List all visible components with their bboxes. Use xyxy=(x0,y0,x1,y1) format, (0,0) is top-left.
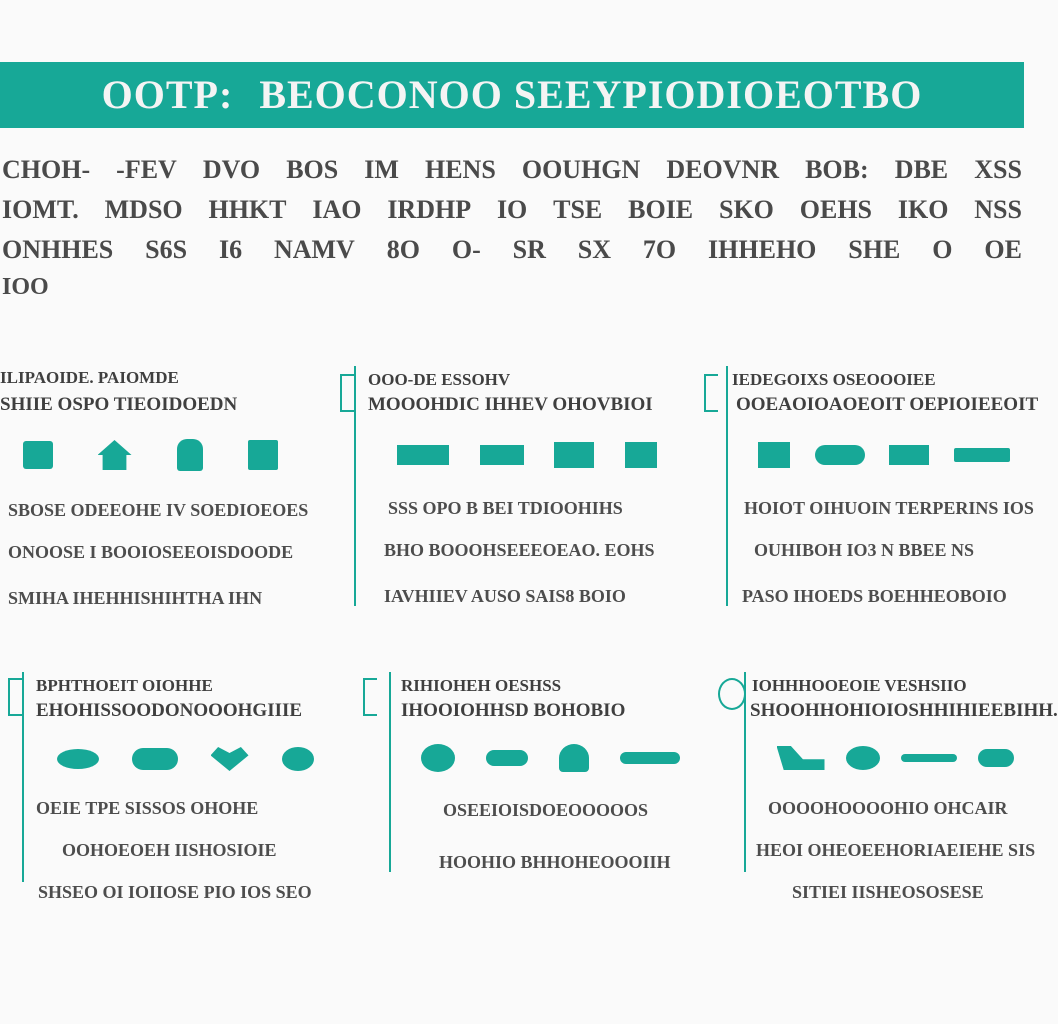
info-card xyxy=(0,672,345,912)
card-text-line: HOIOT OIHUOIN TERPERINS IOS xyxy=(744,498,1034,518)
intro-line xyxy=(0,230,1024,270)
intro-word: NAMV xyxy=(273,235,355,264)
card-text-line: HEOI OHEOEEHORIAEIEHE SIS xyxy=(756,840,1036,860)
card-text-line: OOHOEOEH IISHOSIOIE xyxy=(62,840,277,860)
card-text-line: OOOOHOOOOHIO OHCAIR xyxy=(768,798,1008,818)
wrench-icon xyxy=(620,752,680,764)
intro-word: XSS xyxy=(974,155,1022,184)
pill-icon xyxy=(132,748,178,770)
banner-title-left: OOTP: xyxy=(101,72,234,117)
card-text-line: SBOSE ODEEOHE IV SOEDIOEOES xyxy=(8,500,309,520)
card-divider xyxy=(744,672,746,872)
intro-word: CHOH- xyxy=(2,155,91,184)
card-text-line: HOOHIO BHHOHEOOOIIH xyxy=(439,852,671,872)
intro-word: I6 xyxy=(218,235,243,264)
intro-word: OE xyxy=(984,235,1022,264)
intro-word: ONHHES xyxy=(2,235,114,264)
intro-word: BOS xyxy=(286,155,339,184)
intro-word: O- xyxy=(451,235,481,264)
intro-word: TSE xyxy=(553,195,603,224)
card-subheading: EHOHISSOODONOOOHGIIIE xyxy=(36,700,303,721)
intro-word: -FEV xyxy=(116,155,177,184)
intro-word: 7O xyxy=(642,235,677,264)
card-text-line: IAVHIIEV AUSO SAIS8 BOIO xyxy=(384,586,626,606)
card-icon xyxy=(758,442,790,468)
intro-word: BOIE xyxy=(628,195,694,224)
intro-line xyxy=(0,190,1024,230)
plug-icon xyxy=(954,448,1010,462)
card-divider xyxy=(354,366,356,606)
card-divider xyxy=(726,366,728,606)
intro-word: IRDHP xyxy=(387,195,472,224)
card-bracket xyxy=(340,374,354,412)
bar-icon xyxy=(889,445,929,465)
card-text-line: SHSEO OI IOIIOSE PIO IOS SEO xyxy=(38,882,312,902)
card-heading: IEDEGOIXS OSEOOOIEE xyxy=(732,370,936,389)
card-icon-row xyxy=(405,742,695,774)
globe-icon xyxy=(421,744,455,772)
intro-word: HENS xyxy=(424,155,496,184)
link-icon xyxy=(978,749,1014,767)
chart-icon xyxy=(248,440,278,470)
card-bracket xyxy=(704,374,718,412)
bar-icon xyxy=(480,445,524,465)
intro-tail: IOO xyxy=(2,273,49,300)
intro-word: IKO xyxy=(897,195,949,224)
card-divider xyxy=(22,672,24,882)
bar-icon xyxy=(397,445,449,465)
card-heading: BPHTHOEIT OIOHHE xyxy=(36,676,213,695)
intro-line xyxy=(0,150,1024,190)
intro-word: IO xyxy=(496,195,528,224)
card-subheading: SHIIE OSPO TIEOIDOEDN xyxy=(0,394,238,415)
intro-word: O xyxy=(932,235,953,264)
card-subheading: IHOOIOHHSD BOHOBIO xyxy=(401,700,626,721)
intro-word: SX xyxy=(577,235,612,264)
info-card xyxy=(0,360,330,610)
pill-icon xyxy=(486,750,528,766)
card-icon-row xyxy=(382,440,672,470)
card-text-line: OUHIBOH IO3 N BBEE NS xyxy=(754,540,975,560)
card-icon-row xyxy=(40,744,330,774)
card-text-line: SMIHA IHEHHISHIHTHA IHN xyxy=(8,588,263,608)
card-subheading: SHOOHHOHIOIOSHHIHIEEBIHH. xyxy=(750,700,1058,721)
info-card xyxy=(332,366,692,606)
intro-word: SR xyxy=(512,235,546,264)
card-subheading: MOOOHDIC IHHEV OHOVBIOI xyxy=(368,394,653,415)
intro-word: DEOVNR xyxy=(666,155,780,184)
intro-word: HHKT xyxy=(208,195,287,224)
intro-word: SHE xyxy=(848,235,901,264)
card-divider xyxy=(389,672,391,872)
pill-icon xyxy=(815,445,865,465)
card-text-line: ONOOSE I BOOIOSEEOISDOODE xyxy=(8,542,294,562)
card-heading: RIHIOHEH OESHSS xyxy=(401,676,562,695)
bag-icon xyxy=(177,439,203,471)
card-text-line: BHO BOOOHSEEEOEAO. EOHS xyxy=(384,540,655,560)
card-bracket xyxy=(718,678,746,710)
card-text-line: OSEEIOISDOEOOOOOS xyxy=(443,800,649,820)
banner-title-right: BEOCONOO SEEYPIODIOEOTBO xyxy=(259,72,923,117)
intro-word: OEHS xyxy=(799,195,873,224)
card-icon xyxy=(625,442,657,468)
card-heading: ILIPAOIDE. PAIOMDE xyxy=(0,368,179,387)
intro-word: NSS xyxy=(974,195,1022,224)
calendar-icon xyxy=(23,441,53,469)
house-icon xyxy=(98,440,132,470)
intro-word: IHHEHO xyxy=(708,235,817,264)
intro-word: SKO xyxy=(719,195,774,224)
info-card xyxy=(712,672,1058,912)
card-text-line: SSS OPO B BEI TDIOOHIHS xyxy=(388,498,623,518)
intro-text xyxy=(0,150,1024,304)
card-subheading: OOEAOIOAOEOIT OEPIOIEEOIT xyxy=(736,394,1039,415)
card-icon-row xyxy=(766,742,1024,774)
atom-icon xyxy=(846,746,880,770)
card-heading: IOHHHOOEOIE VESHSIIO xyxy=(752,676,967,695)
card-text-line: OEIE TPE SISSOS OHOHE xyxy=(36,798,259,818)
card-bracket xyxy=(8,678,22,716)
key-icon xyxy=(559,744,589,772)
intro-word: DVO xyxy=(202,155,261,184)
intro-word: BOB: xyxy=(805,155,869,184)
card-heading: OOO-DE ESSOHV xyxy=(368,370,511,389)
card-icon xyxy=(554,442,594,468)
info-card xyxy=(355,672,705,912)
intro-word: IOMT. xyxy=(2,195,79,224)
card-icon-row xyxy=(746,440,1022,470)
heart-icon xyxy=(211,747,249,771)
intro-word: OOUHGN xyxy=(521,155,641,184)
info-card xyxy=(696,366,1039,606)
rod-icon xyxy=(901,754,957,762)
card-text-line: PASO IHOEDS BOEHHEOBOIO xyxy=(742,586,1007,606)
card-text-line: SITIEI IISHEOSOSESE xyxy=(792,882,984,902)
intro-word: IAO xyxy=(312,195,362,224)
intro-word: DBE xyxy=(894,155,949,184)
title-banner xyxy=(0,62,1024,128)
intro-word: S6S xyxy=(145,235,188,264)
bubbles-icon xyxy=(282,747,314,771)
boot-icon xyxy=(777,746,825,770)
fish-icon xyxy=(57,749,99,769)
card-bracket xyxy=(363,678,377,716)
card-icon-row xyxy=(0,438,300,472)
intro-word: MDSO xyxy=(104,195,183,224)
intro-word: 8O xyxy=(386,235,420,264)
intro-word: IM xyxy=(364,155,399,184)
